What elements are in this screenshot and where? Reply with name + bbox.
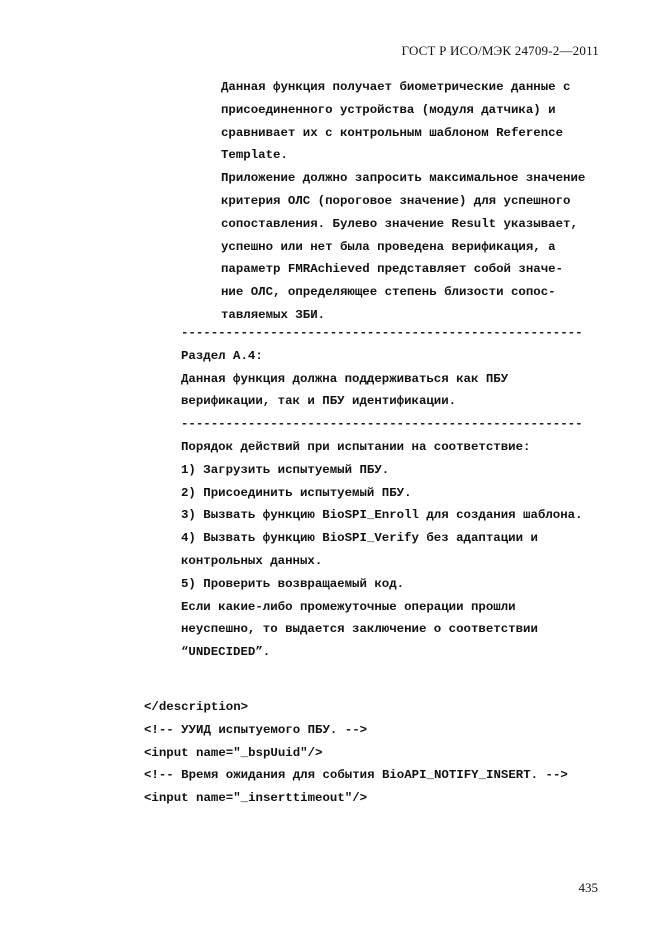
text-line: Если какие-либо промежуточные операции прошли (181, 599, 516, 614)
text-line: успешно или нет была проведена верификация, а (221, 239, 556, 254)
text-line: сопоставления. Булево значение Result указывает, (221, 216, 578, 231)
code-comment: <!-- Время ожидания для события BioAPI_NOTIFY_INSERT. --> (144, 768, 568, 783)
procedure-step: 4) Вызвать функцию BioSPI_Verify без адаптации и (181, 531, 538, 546)
procedure-step-continuation: контрольных данных. (181, 553, 323, 568)
text-line: ние ОЛС, определяющее степень близости сопос- (221, 285, 556, 300)
separator-line: ------------------------------------------------------ (181, 326, 583, 340)
code-line: <input name="_bspUuid"/> (144, 745, 323, 760)
text-line: параметр FMRAchieved представляет собой значе- (221, 262, 564, 277)
procedure-step: 3) Вызвать функцию BioSPI_Enroll для создания шаблона. (181, 508, 583, 523)
separator-line: ------------------------------------------------------ (181, 417, 583, 432)
code-comment: <!-- УУИД испытуемого ПБУ. --> (144, 722, 368, 737)
text-line: Данная функция получает биометрические данные с (221, 80, 571, 94)
text-line: “UNDECIDED”. (181, 645, 271, 660)
text-line: неуспешно, то выдается заключение о соответствии (181, 622, 538, 637)
text-line: Template. (221, 148, 288, 163)
document-header: ГОСТ Р ИСО/МЭК 24709-2—2011 (401, 43, 599, 58)
procedure-step: 2) Присоединить испытуемый ПБУ. (181, 485, 412, 500)
section-heading: Раздел A.4: (181, 348, 263, 363)
text-line: Приложение должно запросить максимальное значение (221, 171, 586, 186)
procedure-title: Порядок действий при испытании на соответствие: (181, 439, 531, 454)
procedure-step: 1) Загрузить испытуемый ПБУ. (181, 462, 390, 477)
text-line: критерия ОЛС (пороговое значение) для успешного (221, 193, 571, 208)
code-line: <input name="_inserttimeout"/> (144, 791, 368, 806)
text-line: сравнивает их с контрольным шаблоном Reference (221, 125, 564, 140)
text-line: присоединенного устройства (модуля датчика) и (221, 102, 556, 117)
indented-description-block (221, 76, 585, 327)
text-line: тавляемых ЗБИ. (221, 307, 326, 322)
text-line: верификации, так и ПБУ идентификации. (181, 394, 457, 409)
text-line: Данная функция должна поддерживаться как ПБУ (181, 371, 509, 386)
page-number: 435 (578, 880, 598, 895)
procedure-step: 5) Проверить возвращаемый код. (181, 576, 405, 591)
code-line: </description> (144, 700, 249, 714)
test-procedure-block (181, 322, 583, 664)
xml-code-block (144, 696, 568, 810)
